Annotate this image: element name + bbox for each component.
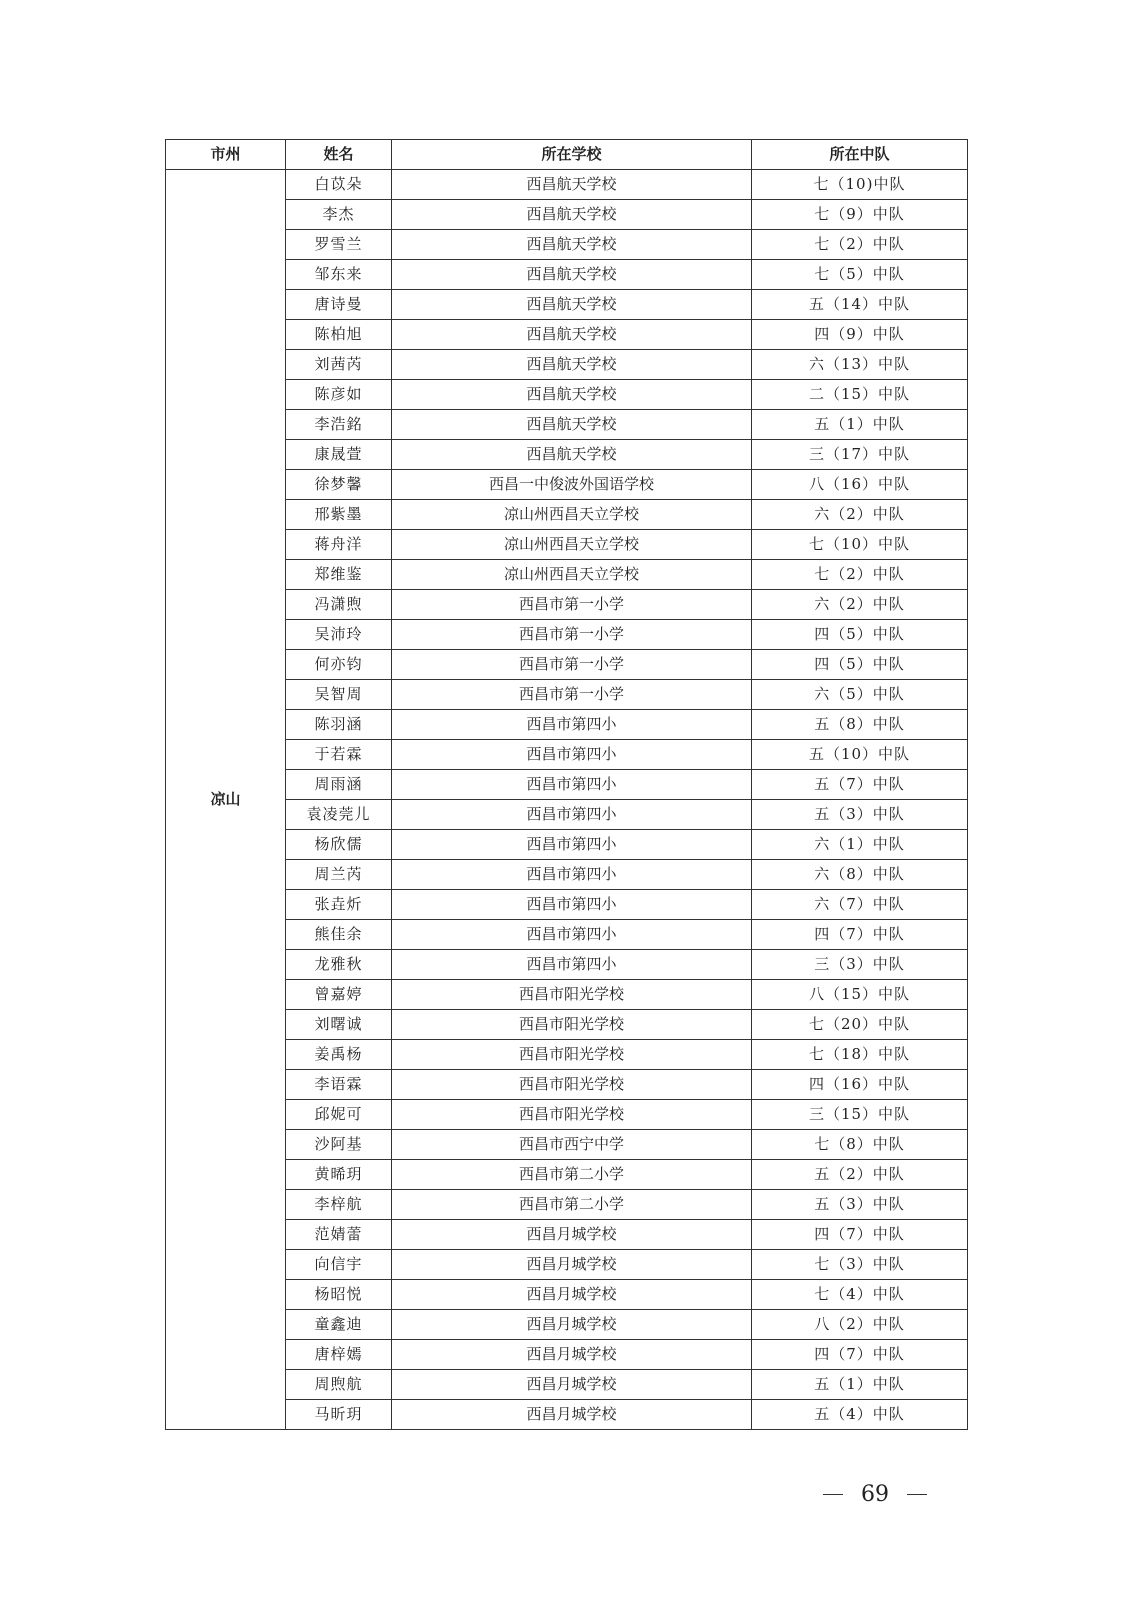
- school-cell: 凉山州西昌天立学校: [392, 560, 752, 590]
- table-row: [166, 200, 968, 230]
- name-cell: 于若霖: [286, 740, 392, 770]
- name-cell: 张垚炘: [286, 890, 392, 920]
- name-cell: 熊佳余: [286, 920, 392, 950]
- name-cell: 罗雪兰: [286, 230, 392, 260]
- name-cell: 唐梓嫣: [286, 1340, 392, 1370]
- school-cell: 西昌一中俊波外国语学校: [392, 470, 752, 500]
- table-row: [166, 650, 968, 680]
- table-row: [166, 770, 968, 800]
- table-row: [166, 470, 968, 500]
- table-row: [166, 1220, 968, 1250]
- school-cell: 西昌市第四小: [392, 890, 752, 920]
- school-cell: 西昌市第四小: [392, 800, 752, 830]
- school-cell: 西昌月城学校: [392, 1340, 752, 1370]
- school-cell: 西昌航天学校: [392, 290, 752, 320]
- name-cell: 郑维鉴: [286, 560, 392, 590]
- name-cell: 唐诗曼: [286, 290, 392, 320]
- school-cell: 西昌月城学校: [392, 1370, 752, 1400]
- squad-cell: 七（8）中队: [752, 1130, 968, 1160]
- table-row: [166, 230, 968, 260]
- squad-cell: 六（1）中队: [752, 830, 968, 860]
- squad-cell: 四（7）中队: [752, 920, 968, 950]
- name-cell: 袁凌莞儿: [286, 800, 392, 830]
- squad-cell: 六（7）中队: [752, 890, 968, 920]
- table-row: [166, 680, 968, 710]
- squad-cell: 五（14）中队: [752, 290, 968, 320]
- page-dash-right: [907, 1494, 927, 1495]
- school-cell: 凉山州西昌天立学校: [392, 530, 752, 560]
- squad-cell: 七（18）中队: [752, 1040, 968, 1070]
- table-row: [166, 530, 968, 560]
- school-cell: 西昌月城学校: [392, 1310, 752, 1340]
- squad-cell: 七（20）中队: [752, 1010, 968, 1040]
- page-number: 69: [861, 1481, 889, 1507]
- name-cell: 康晟萱: [286, 440, 392, 470]
- table-row: [166, 1310, 968, 1340]
- squad-cell: 五（3）中队: [752, 800, 968, 830]
- table-row: [166, 260, 968, 290]
- name-cell: 刘茜芮: [286, 350, 392, 380]
- squad-cell: 四（5）中队: [752, 650, 968, 680]
- squad-cell: 二（15）中队: [752, 380, 968, 410]
- school-cell: 西昌市第一小学: [392, 620, 752, 650]
- table-row: [166, 890, 968, 920]
- school-cell: 凉山州西昌天立学校: [392, 500, 752, 530]
- table-row: [166, 1070, 968, 1100]
- squad-cell: 四（9）中队: [752, 320, 968, 350]
- squad-cell: 七（2）中队: [752, 230, 968, 260]
- roster-table: [165, 139, 968, 1430]
- name-cell: 李梓航: [286, 1190, 392, 1220]
- squad-cell: 六（13）中队: [752, 350, 968, 380]
- table-row: [166, 620, 968, 650]
- page-footer: [805, 1474, 945, 1514]
- name-cell: 周雨涵: [286, 770, 392, 800]
- school-cell: 西昌月城学校: [392, 1220, 752, 1250]
- school-cell: 西昌市第一小学: [392, 650, 752, 680]
- school-cell: 西昌市第四小: [392, 740, 752, 770]
- table-row: [166, 830, 968, 860]
- squad-cell: 七（10）中队: [752, 530, 968, 560]
- name-cell: 范婧蕾: [286, 1220, 392, 1250]
- school-cell: 西昌航天学校: [392, 350, 752, 380]
- squad-cell: 七（10)中队: [752, 170, 968, 200]
- school-cell: 西昌市第二小学: [392, 1190, 752, 1220]
- squad-cell: 五（2）中队: [752, 1160, 968, 1190]
- name-cell: 邹东来: [286, 260, 392, 290]
- table-row: [166, 1040, 968, 1070]
- squad-cell: 四（7）中队: [752, 1340, 968, 1370]
- school-cell: 西昌月城学校: [392, 1250, 752, 1280]
- name-cell: 邢紫墨: [286, 500, 392, 530]
- table-row: [166, 1130, 968, 1160]
- name-cell: 吴沛玲: [286, 620, 392, 650]
- squad-cell: 六（2）中队: [752, 500, 968, 530]
- squad-cell: 五（4）中队: [752, 1400, 968, 1430]
- squad-cell: 七（9）中队: [752, 200, 968, 230]
- squad-cell: 七（5）中队: [752, 260, 968, 290]
- name-cell: 白苡朵: [286, 170, 392, 200]
- name-cell: 向信宇: [286, 1250, 392, 1280]
- name-cell: 马昕玥: [286, 1400, 392, 1430]
- name-cell: 陈羽涵: [286, 710, 392, 740]
- squad-cell: 五（1）中队: [752, 1370, 968, 1400]
- table-row: [166, 1010, 968, 1040]
- school-cell: 西昌月城学校: [392, 1400, 752, 1430]
- name-cell: 杨昭悦: [286, 1280, 392, 1310]
- school-cell: 西昌航天学校: [392, 260, 752, 290]
- squad-cell: 六（5）中队: [752, 680, 968, 710]
- table-row: [166, 350, 968, 380]
- table-row: [166, 740, 968, 770]
- school-cell: 西昌航天学校: [392, 380, 752, 410]
- school-cell: 西昌航天学校: [392, 230, 752, 260]
- name-cell: 姜禹杨: [286, 1040, 392, 1070]
- school-cell: 西昌市阳光学校: [392, 980, 752, 1010]
- table-row: [166, 950, 968, 980]
- school-cell: 西昌市第四小: [392, 830, 752, 860]
- name-cell: 刘曙诚: [286, 1010, 392, 1040]
- squad-cell: 六（8）中队: [752, 860, 968, 890]
- school-cell: 西昌航天学校: [392, 440, 752, 470]
- page-dash-left: [823, 1494, 843, 1495]
- squad-cell: 三（15）中队: [752, 1100, 968, 1130]
- squad-cell: 三（3）中队: [752, 950, 968, 980]
- squad-cell: 七（2）中队: [752, 560, 968, 590]
- school-cell: 西昌市阳光学校: [392, 1010, 752, 1040]
- table-row: [166, 1190, 968, 1220]
- name-cell: 周兰芮: [286, 860, 392, 890]
- name-cell: 陈彦如: [286, 380, 392, 410]
- squad-cell: 四（16）中队: [752, 1070, 968, 1100]
- name-cell: 沙阿基: [286, 1130, 392, 1160]
- school-cell: 西昌市第一小学: [392, 680, 752, 710]
- squad-cell: 七（4）中队: [752, 1280, 968, 1310]
- table-row: [166, 1340, 968, 1370]
- school-cell: 西昌市第四小: [392, 920, 752, 950]
- table-row: [166, 1100, 968, 1130]
- school-cell: 西昌市第四小: [392, 710, 752, 740]
- school-cell: 西昌航天学校: [392, 170, 752, 200]
- header-city: 市州: [166, 140, 286, 170]
- table-row: [166, 440, 968, 470]
- squad-cell: 八（16）中队: [752, 470, 968, 500]
- squad-cell: 七（3）中队: [752, 1250, 968, 1280]
- table-row: [166, 290, 968, 320]
- city-cell: 凉山: [166, 170, 286, 1430]
- squad-cell: 五（7）中队: [752, 770, 968, 800]
- table-row: [166, 380, 968, 410]
- table-row: [166, 560, 968, 590]
- school-cell: 西昌市第一小学: [392, 590, 752, 620]
- header-row: [166, 140, 968, 170]
- name-cell: 蒋舟洋: [286, 530, 392, 560]
- squad-cell: 五（1）中队: [752, 410, 968, 440]
- school-cell: 西昌市第二小学: [392, 1160, 752, 1190]
- name-cell: 黄晞玥: [286, 1160, 392, 1190]
- table-row: [166, 590, 968, 620]
- school-cell: 西昌月城学校: [392, 1280, 752, 1310]
- squad-cell: 五（10）中队: [752, 740, 968, 770]
- table-row: [166, 920, 968, 950]
- table-row: [166, 410, 968, 440]
- squad-cell: 四（7）中队: [752, 1220, 968, 1250]
- name-cell: 邱妮可: [286, 1100, 392, 1130]
- school-cell: 西昌市第四小: [392, 770, 752, 800]
- school-cell: 西昌市阳光学校: [392, 1070, 752, 1100]
- school-cell: 西昌航天学校: [392, 410, 752, 440]
- table-row: [166, 860, 968, 890]
- table-row: [166, 1250, 968, 1280]
- roster-body: [166, 170, 968, 1430]
- school-cell: 西昌市阳光学校: [392, 1100, 752, 1130]
- squad-cell: 五（8）中队: [752, 710, 968, 740]
- table-row: [166, 800, 968, 830]
- name-cell: 周煦航: [286, 1370, 392, 1400]
- header-squad: 所在中队: [752, 140, 968, 170]
- table-row: [166, 170, 968, 200]
- name-cell: 李杰: [286, 200, 392, 230]
- table-row: [166, 710, 968, 740]
- school-cell: 西昌市第四小: [392, 950, 752, 980]
- name-cell: 吴智周: [286, 680, 392, 710]
- name-cell: 杨欣儒: [286, 830, 392, 860]
- name-cell: 徐梦馨: [286, 470, 392, 500]
- table-row: [166, 980, 968, 1010]
- header-name: 姓名: [286, 140, 392, 170]
- school-cell: 西昌市阳光学校: [392, 1040, 752, 1070]
- table-row: [166, 320, 968, 350]
- school-cell: 西昌航天学校: [392, 320, 752, 350]
- squad-cell: 八（15）中队: [752, 980, 968, 1010]
- table-row: [166, 500, 968, 530]
- name-cell: 曾嘉婷: [286, 980, 392, 1010]
- squad-cell: 五（3）中队: [752, 1190, 968, 1220]
- table-row: [166, 1280, 968, 1310]
- name-cell: 冯潇煦: [286, 590, 392, 620]
- name-cell: 陈柏旭: [286, 320, 392, 350]
- name-cell: 李语霖: [286, 1070, 392, 1100]
- name-cell: 童鑫迪: [286, 1310, 392, 1340]
- name-cell: 龙雅秋: [286, 950, 392, 980]
- squad-cell: 八（2）中队: [752, 1310, 968, 1340]
- name-cell: 李浩銘: [286, 410, 392, 440]
- school-cell: 西昌市第四小: [392, 860, 752, 890]
- squad-cell: 四（5）中队: [752, 620, 968, 650]
- name-cell: 何亦钧: [286, 650, 392, 680]
- table-row: [166, 1400, 968, 1430]
- school-cell: 西昌航天学校: [392, 200, 752, 230]
- squad-cell: 三（17）中队: [752, 440, 968, 470]
- squad-cell: 六（2）中队: [752, 590, 968, 620]
- table-row: [166, 1370, 968, 1400]
- school-cell: 西昌市西宁中学: [392, 1130, 752, 1160]
- header-school: 所在学校: [392, 140, 752, 170]
- table-row: [166, 1160, 968, 1190]
